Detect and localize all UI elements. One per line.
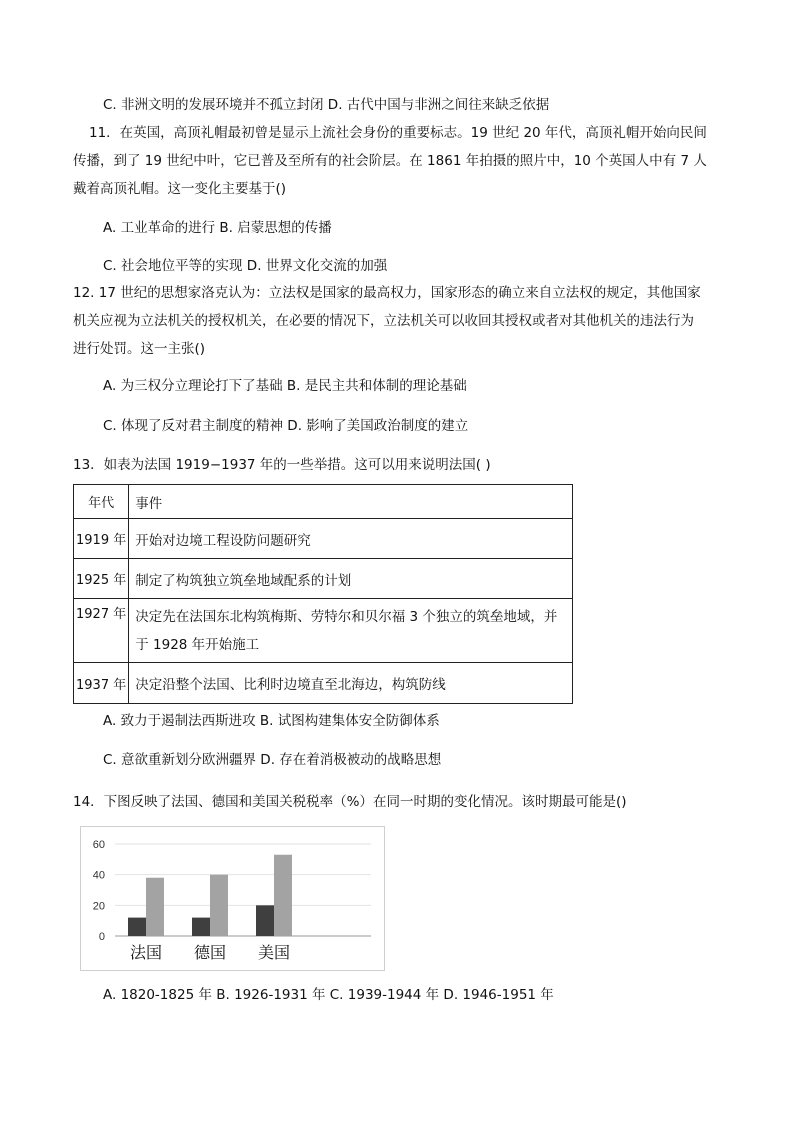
bar (192, 918, 210, 936)
table-cell-year: 1937 年 (74, 663, 129, 704)
q12-line-3: 进行处罚。这一主张() (73, 341, 206, 357)
bar (128, 918, 146, 936)
q13-stem: 13．如表为法国 1919−1937 年的一些举措。这可以用来说明法国( ) (73, 457, 491, 473)
x-category-label: 美国 (257, 943, 291, 962)
table-row (74, 663, 573, 704)
y-tick-label: 60 (92, 839, 105, 851)
q12-options-ab: A. 为三权分立理论打下了基础 B. 是民主共和体制的理论基础 (103, 378, 467, 394)
q11-line-1: 11．在英国，高顶礼帽最初曾是显示上流社会身份的重要标志。19 世纪 20 年代，高顶礼帽开始向民间 (89, 125, 707, 141)
y-tick-label: 40 (92, 869, 105, 882)
y-tick-label: 0 (98, 931, 105, 943)
q11-line-2: 传播，到了 19 世纪中叶，它已普及至所有的社会阶层。在 1861 年拍摄的照片中，10 个英国人中有 7 人 (73, 153, 707, 169)
q10-options-cd: C. 非洲文明的发展环境并不孤立封闭 D. 古代中国与非洲之间往来缺乏依据 (103, 97, 550, 113)
q11-options-cd: C. 社会地位平等的实现 D. 世界文化交流的加强 (103, 258, 388, 274)
table-cell-event: 开始对边境工程设防问题研究 (129, 519, 573, 559)
table-header-year: 年代 (74, 485, 129, 519)
x-category-label: 法国 (129, 943, 163, 962)
table-cell-event: 决定沿整个法国、比利时边境直至北海边，构筑防线 (129, 663, 573, 704)
table-cell-year: 1919 年 (74, 519, 129, 559)
bar (210, 875, 228, 936)
table-cell-year: 1927 年 (74, 599, 129, 663)
table-cell-year: 1925 年 (74, 559, 129, 599)
table-cell-event (129, 599, 573, 663)
table-cell-event-line-1: 决定先在法国东北构筑梅斯、劳特尔和贝尔福 3 个独立的筑垒地域，并 (135, 608, 558, 625)
q12-options-cd: C. 体现了反对君主制度的精神 D. 影响了美国政治制度的建立 (103, 418, 469, 434)
table-cell-event-line-2: 于 1928 年开始施工 (135, 636, 260, 653)
bar (274, 855, 292, 936)
q11-options-ab: A. 工业革命的进行 B. 启蒙思想的传播 (103, 220, 332, 236)
table-row (74, 519, 573, 559)
q14-options: A. 1820-1825 年 B. 1926-1931 年 C. 1939-1944 年 D. 1946-1951 年 (103, 987, 554, 1003)
x-category-label: 德国 (193, 943, 227, 962)
measures-table (73, 484, 573, 704)
table-cell-event: 制定了构筑独立筑垒地域配系的计划 (129, 559, 573, 599)
table-row (74, 599, 573, 663)
table-header-event: 事件 (129, 485, 573, 519)
q13-options-ab: A. 致力于遏制法西斯进攻 B. 试图构建集体安全防御体系 (103, 713, 440, 729)
q12-line-1: 12. 17 世纪的思想家洛克认为：立法权是国家的最高权力，国家形态的确立来自立法权的规定，其他国家 (73, 285, 701, 301)
table-header-row (74, 485, 573, 519)
table-row (74, 559, 573, 599)
tariff-bar-chart (80, 826, 385, 971)
bar (146, 878, 164, 936)
q14-stem: 14．下图反映了法国、德国和美国关税税率（%）在同一时期的变化情况。该时期最可能是() (73, 794, 627, 810)
bar (256, 905, 274, 936)
y-tick-label: 20 (92, 900, 105, 913)
tariff-chart-svg (81, 827, 384, 970)
q13-options-cd: C. 意欲重新划分欧洲疆界 D. 存在着消极被动的战略思想 (103, 752, 442, 768)
q11-line-3: 戴着高顶礼帽。这一变化主要基于() (73, 181, 287, 197)
q12-line-2: 机关应视为立法机关的授权机关，在必要的情况下，立法机关可以收回其授权或者对其他机关的违法行为 (73, 313, 694, 329)
